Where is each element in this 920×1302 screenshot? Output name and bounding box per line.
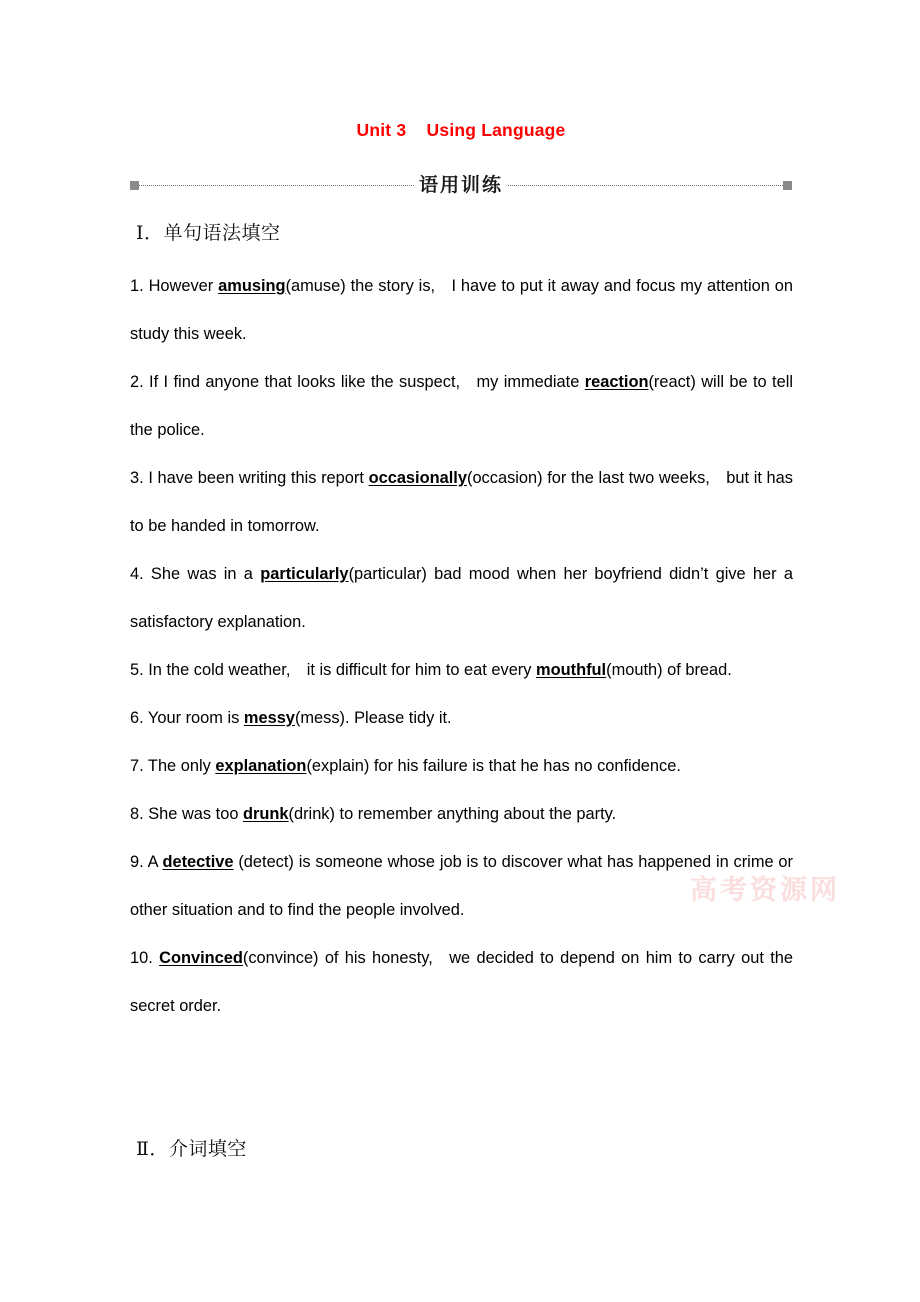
section-heading-1: Ⅰ．单句语法填空 (136, 222, 281, 244)
question-answer: explanation (215, 757, 307, 775)
question-text-post: (detect) is someone whose job is to discover what has happened in crime or other situation and to find the people involved. (130, 853, 793, 919)
question-text-post: (convince) of his honesty, we decided to depend on him to carry out the secret order. (130, 949, 793, 1015)
question-answer: messy (243, 709, 295, 727)
section-heading-2: Ⅱ．介词填空 (136, 1138, 247, 1160)
question-answer: mouthful (536, 661, 607, 679)
question-text-pre: I have been writing this report (143, 469, 369, 487)
question-item (130, 838, 793, 934)
question-answer: occasionally (368, 469, 467, 487)
question-item (130, 358, 793, 454)
question-text-pre: She was too (143, 805, 243, 823)
question-answer: reaction (584, 373, 649, 391)
question-number: 5. (130, 661, 144, 679)
question-text-post: (drink) to remember anything about the party. (288, 805, 617, 823)
question-item (130, 646, 793, 694)
question-text-post: (mess). Please tidy it. (294, 709, 452, 727)
question-text-post: (occasion) for the last two weeks, but it has to be handed in tomorrow. (130, 469, 793, 535)
question-number: 8. (130, 805, 144, 823)
question-item (130, 790, 793, 838)
banner-end-square-left (130, 181, 139, 190)
question-number: 4. (130, 565, 144, 583)
question-item (130, 454, 793, 550)
question-answer: Convinced (159, 949, 243, 967)
question-text-post: (react) will be to tell the police. (130, 373, 793, 439)
question-number: 10. (130, 949, 153, 967)
page-title: Unit 3 Using Language (356, 120, 566, 140)
watermark: 高考资源网 (690, 875, 840, 906)
question-item (130, 550, 793, 646)
question-item (130, 742, 793, 790)
question-text-post: (mouth) of bread. (606, 661, 732, 679)
question-text-post: (explain) for his failure is that he has no confidence. (306, 757, 681, 775)
question-answer: particularly (260, 565, 349, 583)
question-list (130, 262, 793, 1030)
question-text-pre: Your room is (143, 709, 244, 727)
question-text-pre: If I find anyone that looks like the suspect, my immediate (143, 373, 585, 391)
question-answer: amusing (218, 277, 286, 295)
banner-rule-right (508, 185, 783, 186)
question-text-pre: The only (143, 757, 216, 775)
question-number: 6. (130, 709, 144, 727)
question-answer: detective (162, 853, 234, 871)
question-number: 3. (130, 469, 144, 487)
question-text-post: (particular) bad mood when her boyfriend didn’t give her a satisfactory explanation. (130, 565, 793, 631)
question-number: 2. (130, 373, 144, 391)
question-text-pre: However (143, 277, 219, 295)
question-number: 9. (130, 853, 144, 871)
banner-label: 语用训练 (419, 173, 504, 196)
question-item (130, 694, 793, 742)
question-number: 1. (130, 277, 144, 295)
question-answer: drunk (242, 805, 289, 823)
banner-rule-left (139, 185, 414, 186)
banner-end-square-right (783, 181, 792, 190)
question-item (130, 934, 793, 1030)
question-number: 7. (130, 757, 144, 775)
question-text-post: (amuse) the story is, I have to put it away and focus my attention on study this week. (130, 277, 793, 343)
question-text-pre: In the cold weather, it is difficult for him to eat every (143, 661, 537, 679)
section-banner (130, 170, 792, 200)
question-text-pre: A (143, 853, 163, 871)
question-item (130, 262, 793, 358)
question-text-pre: She was in a (143, 565, 261, 583)
